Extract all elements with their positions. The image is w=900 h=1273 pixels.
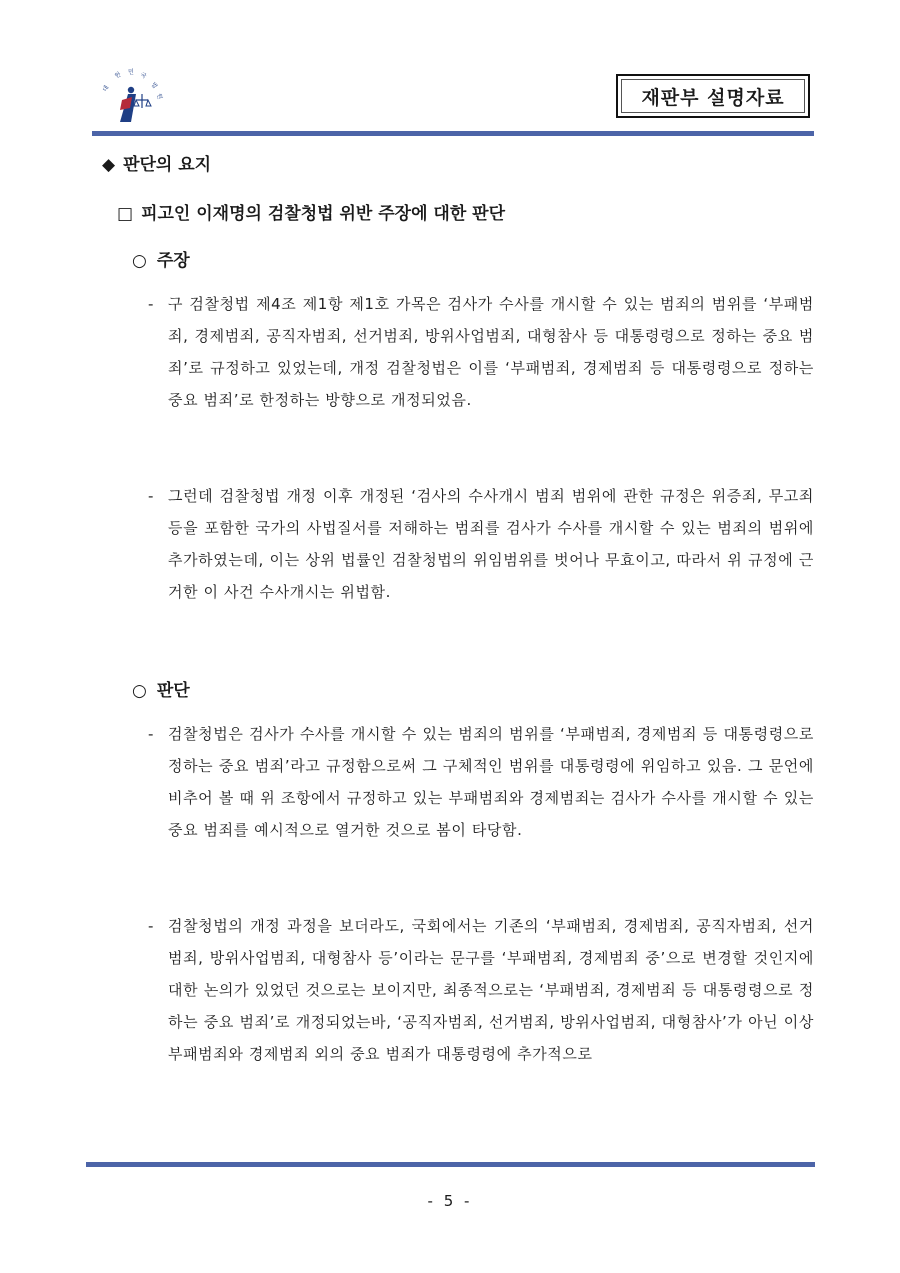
claim-paragraph-1 — [148, 288, 814, 416]
svg-text:한: 한 — [113, 71, 123, 80]
list-dash: - — [148, 917, 155, 935]
judgment-paragraph-1 — [148, 718, 814, 846]
section-heading — [102, 150, 211, 175]
svg-text:대: 대 — [101, 84, 111, 93]
svg-text:민: 민 — [128, 69, 134, 76]
page-number: - 5 - — [427, 1192, 473, 1210]
claim-paragraph-2 — [148, 480, 814, 608]
list-dash: - — [148, 487, 155, 505]
circle-icon: ○ — [132, 681, 147, 701]
svg-text:국: 국 — [139, 71, 148, 81]
section-title: 판단의 요지 — [123, 155, 212, 175]
judgment-paragraph-2 — [148, 910, 814, 1070]
paragraph-text: 검찰청법의 개정 과정을 보더라도, 국회에서는 기존의 ‘부패범죄, 경제범죄, 공직자범죄, 선거범죄, 방위사업범죄, 대형참사 등’이라는 문구를 ‘부패범죄, 경제범죄 중’으로 변경할 것인지에 대한 논의가 있었던 것으로는 보이지만, 최종적으로는 ‘부패범죄, 경제범죄 등 대통령령으로 정하는 중요 범죄’로 개정되었는바, ‘공직자범죄, 선거범죄, 방위사업범죄, 대형참사’가 아닌 이상 부패범죄와 경제범죄 외의 중요 범죄가 대통령령에 추가적으로 — [168, 917, 814, 1063]
list-dash: - — [148, 295, 155, 313]
diamond-icon: ◆ — [102, 155, 116, 175]
svg-text:법: 법 — [149, 81, 159, 90]
claim-title: 주장 — [156, 251, 190, 271]
bottom-divider — [86, 1162, 815, 1167]
court-seal-logo — [98, 64, 168, 126]
circle-icon: ○ — [132, 251, 147, 271]
paragraph-text: 검찰청법은 검사가 수사를 개시할 수 있는 범죄의 범위를 ‘부패범죄, 경제범죄 등 대통령령으로 정하는 중요 범죄’라고 규정함으로써 그 구체적인 범위를 대통령령에 위임하고 있음. 그 문언에 비추어 볼 때 위 조항에서 규정하고 있는 부패범죄와 경제범죄는 검사가 수사를 개시할 수 있는 중요 범죄를 예시적으로 열거한 것으로 봄이 타당함. — [168, 725, 814, 839]
claim-heading — [132, 246, 190, 271]
document-type-label: 재판부 설명자료 — [616, 74, 810, 118]
paragraph-text: 그런데 검찰청법 개정 이후 개정된 ‘검사의 수사개시 범죄 범위에 관한 규정은 위증죄, 무고죄 등을 포함한 국가의 사법질서를 저해하는 범죄를 검사가 수사를 개시할 수 있는 범죄의 범위에 추가하였는데, 이는 상위 법률인 검찰청법의 위임범위를 벗어나 무효이고, 따라서 위 규정에 근거한 이 사건 수사개시는 위법함. — [168, 487, 814, 601]
paragraph-text: 구 검찰청법 제4조 제1항 제1호 가목은 검사가 수사를 개시할 수 있는 범죄의 범위를 ‘부패범죄, 경제범죄, 공직자범죄, 선거범죄, 방위사업범죄, 대형참사 등 대통령령으로 정하는 중요 범죄’로 규정하고 있었는데, 개정 검찰청법은 이를 ‘부패범죄, 경제범죄 등 대통령령으로 정하는 중요 범죄’로 한정하는 방향으로 개정되었음. — [168, 295, 814, 409]
square-icon: □ — [117, 204, 134, 224]
list-dash: - — [148, 725, 155, 743]
subsection-title: 피고인 이재명의 검찰청법 위반 주장에 대한 판단 — [141, 204, 506, 224]
judgment-title: 판단 — [156, 681, 190, 701]
top-divider — [92, 131, 814, 136]
judgment-heading — [132, 676, 190, 701]
subsection-heading — [117, 199, 505, 224]
svg-text:원: 원 — [155, 92, 164, 101]
